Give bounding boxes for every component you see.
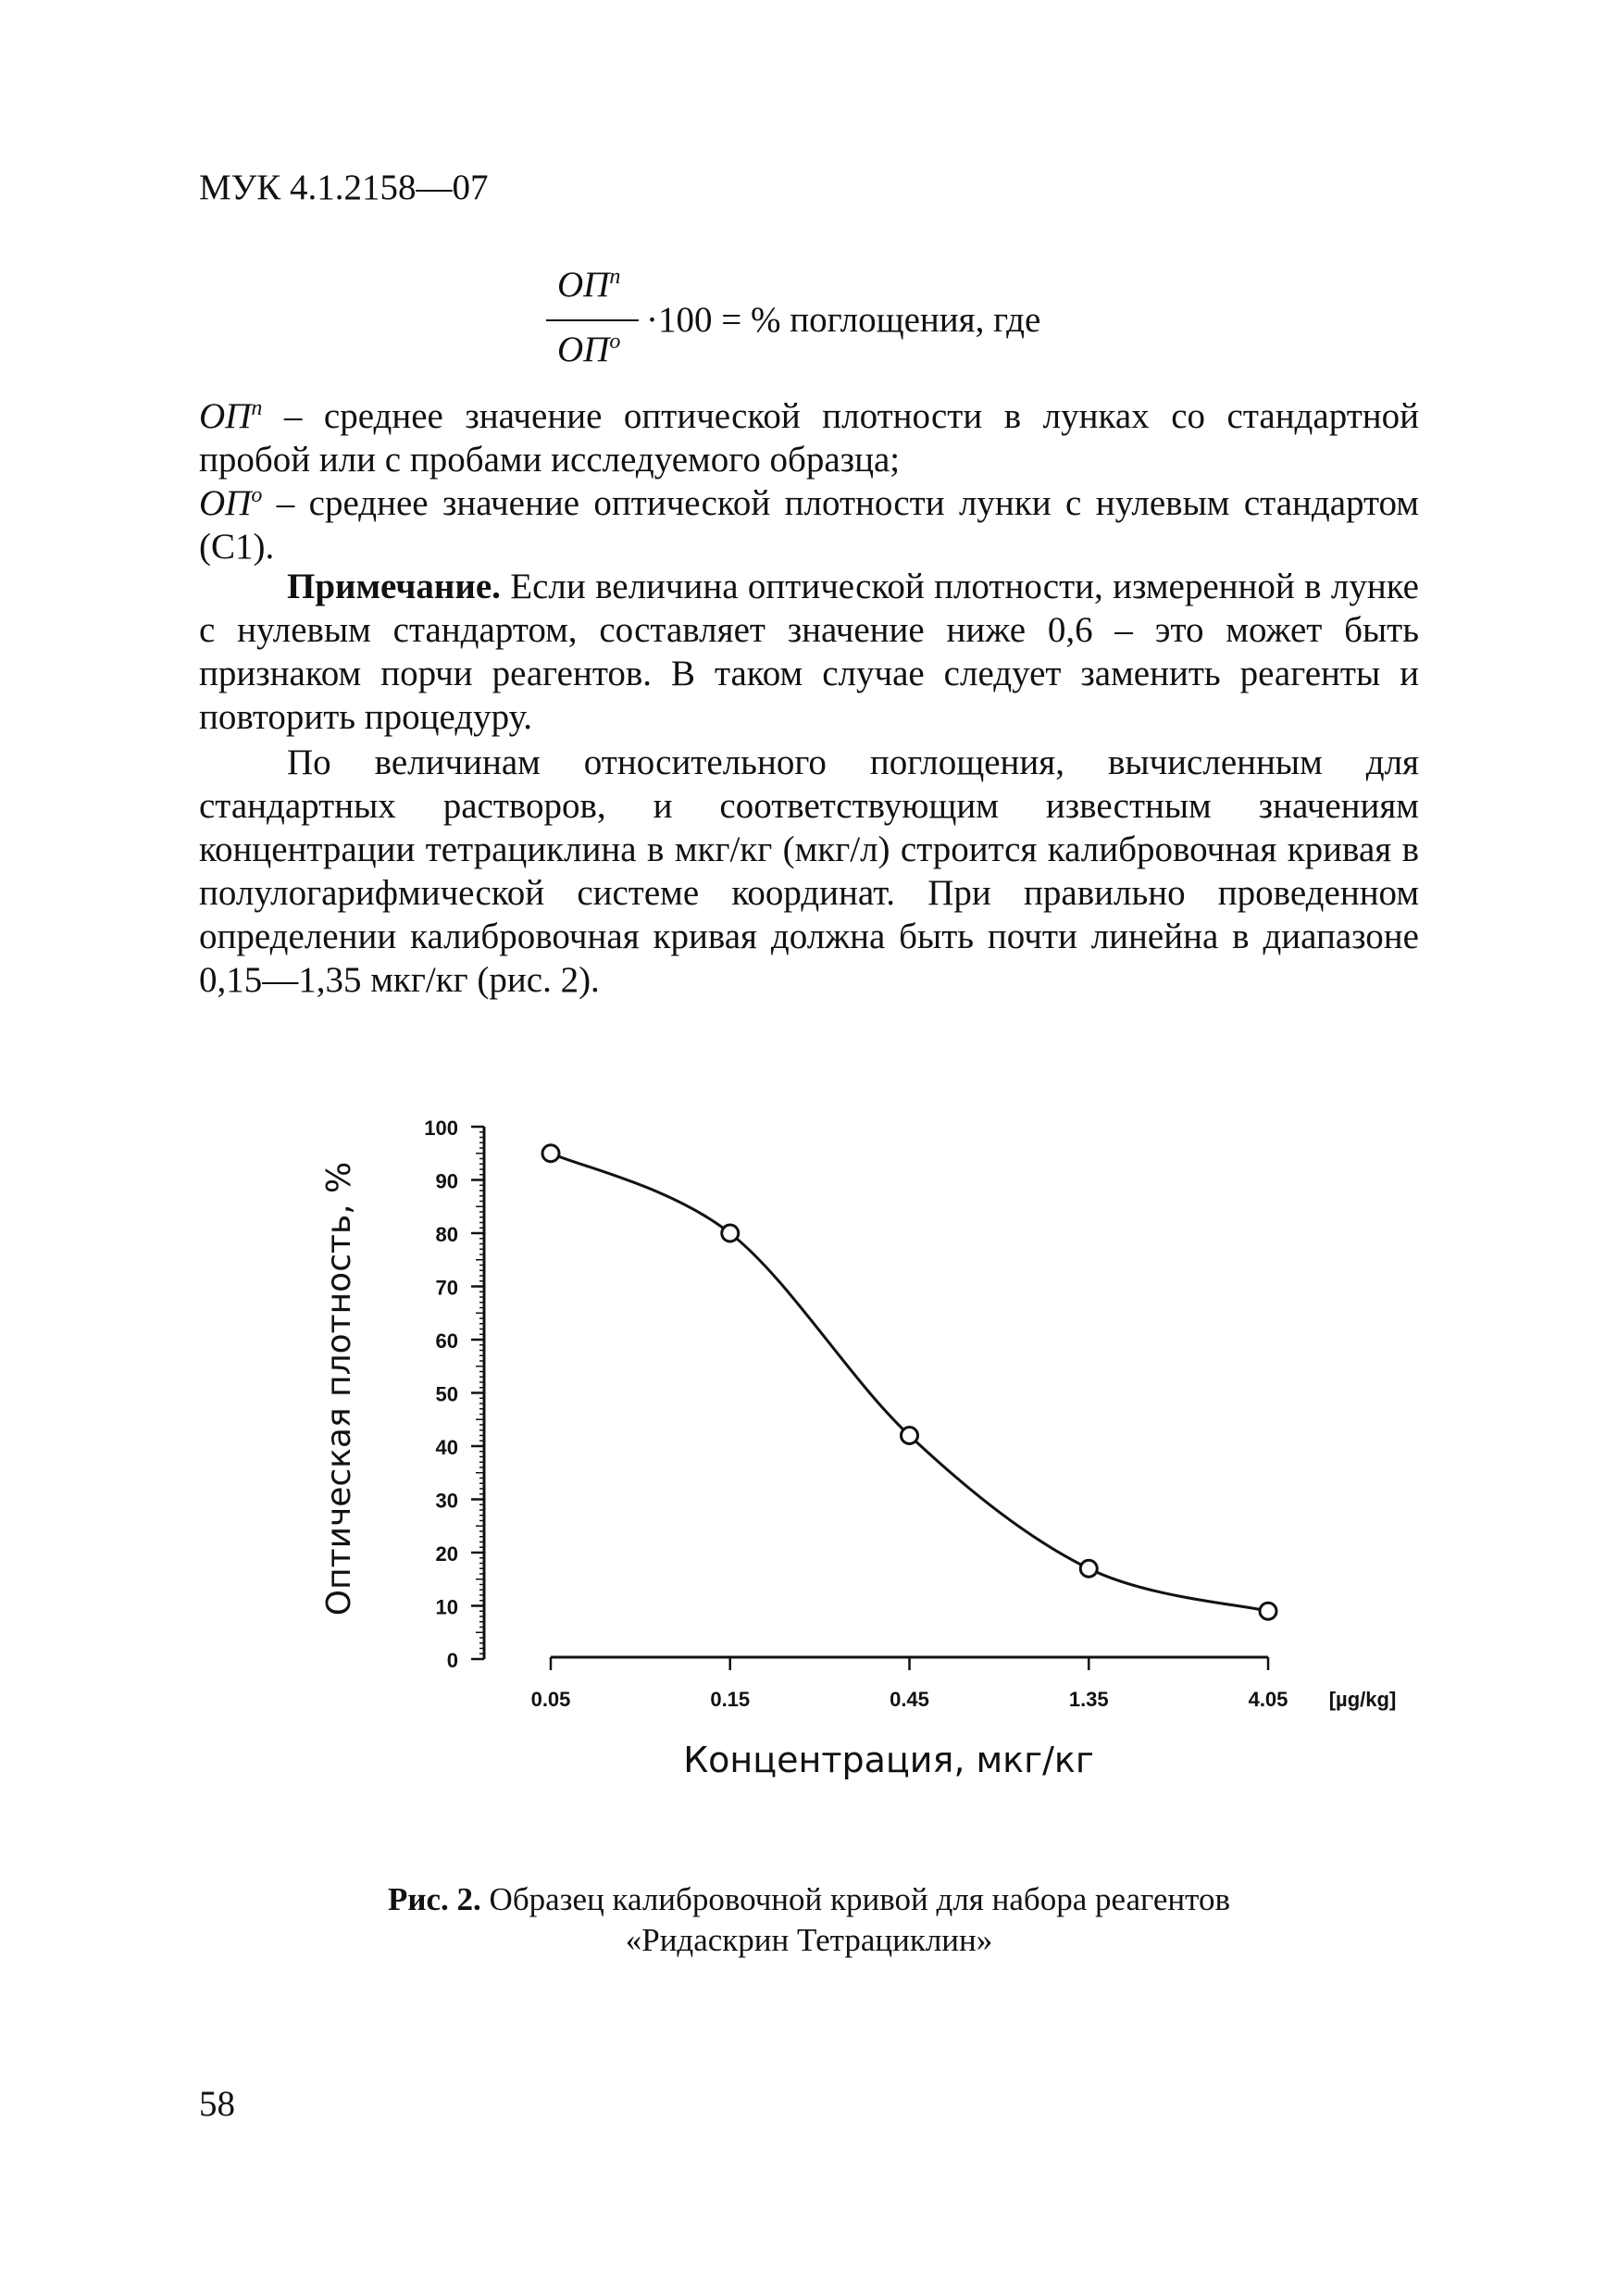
formula-denominator: $ОП^o$ <box>557 330 621 369</box>
x-tick-label: 0.05 <box>530 1688 571 1711</box>
data-point <box>1260 1603 1276 1619</box>
data-point <box>542 1145 559 1162</box>
y-tick-label: 30 <box>435 1489 458 1513</box>
x-tick-label: 4.05 <box>1248 1688 1288 1711</box>
y-tick-label: 40 <box>435 1436 458 1459</box>
y-tick-label: 0 <box>446 1649 458 1672</box>
y-tick-label: 10 <box>435 1595 458 1619</box>
formula-rest: ·100 = % поглощения, где <box>646 300 1041 340</box>
x-tick-label: 1.35 <box>1068 1688 1109 1711</box>
y-tick-label: 50 <box>435 1382 458 1406</box>
data-point <box>1080 1560 1097 1577</box>
y-tick-label: 60 <box>435 1329 458 1353</box>
caption-line-2: «Ридаскрин Тетрациклин» <box>625 1922 993 1958</box>
y-tick-label: 90 <box>435 1169 458 1193</box>
y-tick-label: 20 <box>435 1542 458 1566</box>
definition-text: – среднее значение оптической плотности в лунках со стандартной пробой или с пробами исследуемого образца; <box>199 396 1419 480</box>
x-unit-label: [µg/kg] <box>1328 1688 1397 1711</box>
y-tick-label: 100 <box>424 1117 458 1140</box>
y-tick-label: 80 <box>435 1223 458 1246</box>
calibration-curve <box>551 1154 1268 1612</box>
definition-text: – среднее значение оптической плотности лунки с нулевым стандартом (С1). <box>199 483 1419 567</box>
chart-layer <box>320 1117 1396 1780</box>
y-tick-label: 70 <box>435 1276 458 1300</box>
definition-term: $ОП^o$ <box>199 483 263 523</box>
note-text: Если величина оптической плотности, измеренной в лунке с нулевым стандартом, составляет значение ниже 0,6 – это может быть признаком порчи реагентов. В таком случае следует заменить реагенты и повторить процедуру. <box>199 567 1419 737</box>
page-number: 58 <box>199 2084 235 2124</box>
definition-term: $ОП^n$ <box>199 396 263 436</box>
figure-caption <box>199 1879 1419 1961</box>
x-tick-label: 0.15 <box>710 1688 751 1711</box>
x-tick-label: 0.45 <box>890 1688 929 1711</box>
x-axis-title: Концентрация, мкг/кг <box>683 1740 1094 1780</box>
document-code: МУК 4.1.2158—07 <box>199 168 489 207</box>
body-paragraph: По величинам относительного поглощения, вычисленным для стандартных растворов, и соответствующим известным значениям концентрации тетрациклина в мкг/кг (мкг/л) строится калибровочная кривая в полулогарифмической системе координат. При правильно проведенном определении калибровочная кривая должна быть почти линейна в диапазоне 0,15—1,35 мкг/кг (рис. 2). <box>199 742 1419 1000</box>
caption-line-1: Образец калибровочной кривой для набора реагентов <box>480 1881 1231 1917</box>
note-label: Примечание. <box>287 567 501 606</box>
data-point <box>722 1225 739 1242</box>
data-point <box>902 1428 918 1444</box>
formula-numerator: $ОП^n$ <box>557 265 621 305</box>
caption-label: Рис. 2. <box>387 1881 481 1917</box>
y-axis-title: Оптическая плотность, % <box>320 1161 358 1616</box>
